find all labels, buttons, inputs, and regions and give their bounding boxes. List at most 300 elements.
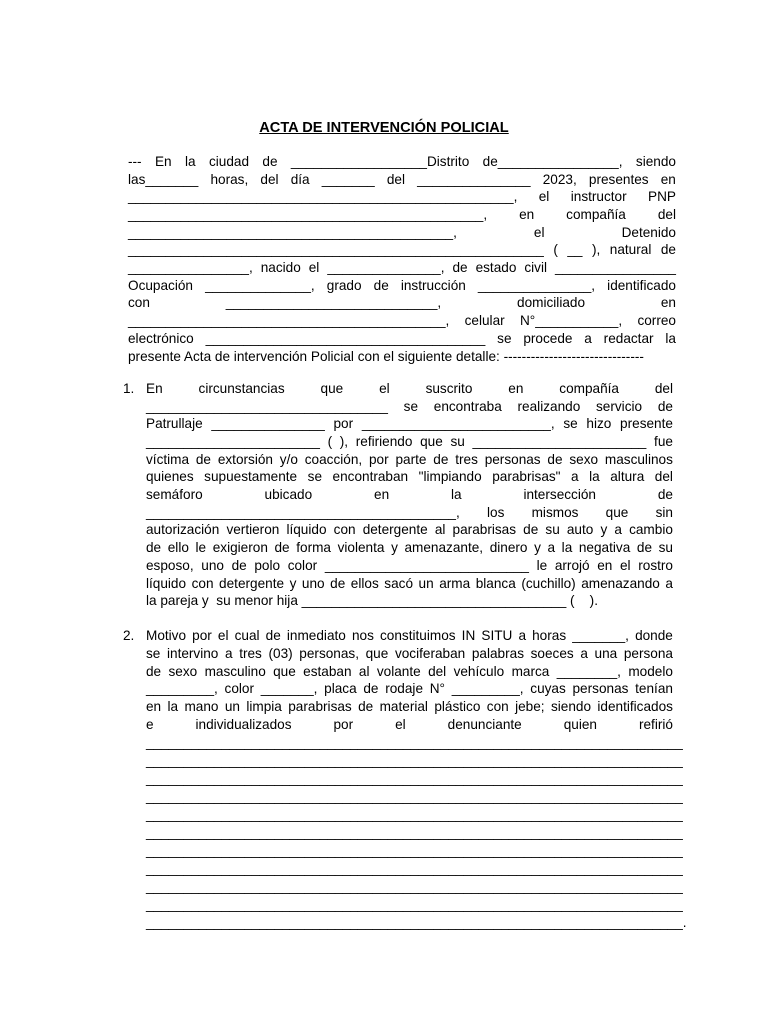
word: en	[660, 172, 676, 187]
word: el	[533, 225, 545, 240]
word: donde	[635, 628, 673, 643]
item-line	[146, 914, 687, 931]
word: del	[654, 381, 673, 396]
word: ________________	[554, 260, 676, 275]
word: vehículo	[453, 664, 505, 679]
word: instructor	[570, 189, 627, 204]
word: le	[195, 540, 207, 555]
word: violenta	[337, 540, 385, 555]
word: _________,	[146, 681, 218, 696]
word: refirió	[638, 717, 673, 732]
word: ________,	[556, 664, 621, 679]
word: _______________________________________________________________________	[146, 735, 683, 750]
word: _______________________________________________________________________	[146, 753, 683, 768]
word: natural	[609, 242, 652, 257]
word: N°	[429, 681, 445, 696]
word: le	[536, 558, 548, 573]
item-line	[146, 806, 683, 823]
item-line	[146, 504, 673, 521]
word: IN	[461, 628, 476, 643]
word: de	[358, 699, 374, 714]
word: que	[320, 381, 344, 396]
item-line	[146, 698, 673, 715]
word: mismos	[531, 505, 579, 520]
word: esposo,	[146, 558, 194, 573]
word: 2023,	[542, 172, 577, 187]
item-line	[146, 539, 673, 556]
word: ),	[339, 434, 349, 449]
word: rostro	[638, 558, 673, 573]
word: domiciliado	[517, 295, 586, 310]
word: de________________,	[482, 154, 623, 169]
word: de	[636, 540, 653, 555]
word: y	[534, 540, 541, 555]
word: dinero	[489, 540, 528, 555]
word: celular	[464, 313, 505, 328]
word: _______________	[417, 172, 531, 187]
word: sin	[655, 505, 673, 520]
word: identificados	[597, 699, 673, 714]
intro-line	[128, 241, 676, 258]
word: sacó	[384, 576, 414, 591]
word: a	[580, 646, 588, 661]
word: individualizados	[195, 717, 292, 732]
intro-line	[128, 206, 676, 223]
word: _______,	[572, 628, 629, 643]
word: siendo	[635, 154, 676, 169]
word: al	[434, 522, 446, 537]
word: blanca	[475, 576, 516, 591]
word: instrucción	[400, 278, 466, 293]
word: procede	[523, 331, 573, 346]
word: su	[545, 522, 560, 537]
word: arrojó	[554, 558, 590, 573]
word: la	[589, 469, 600, 484]
item-line	[146, 734, 683, 751]
word: la	[167, 699, 179, 714]
word: __________________________________________,	[128, 313, 450, 328]
word: color	[224, 681, 255, 696]
word: quien	[563, 717, 597, 732]
word: a	[571, 469, 579, 484]
word: se	[146, 646, 161, 661]
intro-line	[128, 277, 676, 294]
word: tres	[239, 646, 262, 661]
word: _______________________________________________________________________	[146, 897, 683, 912]
word: (cuchillo)	[521, 576, 576, 591]
word: de	[657, 487, 673, 502]
word: circunstancias	[198, 381, 285, 396]
word: de	[373, 278, 389, 293]
word: N°___________,	[519, 313, 623, 328]
word: vociferaban	[394, 646, 466, 661]
word: su	[658, 540, 673, 555]
word: __	[567, 242, 583, 257]
word: civil	[524, 260, 548, 275]
word: de	[433, 452, 449, 467]
word: ellos	[350, 576, 379, 591]
word: de	[231, 558, 247, 573]
word: de	[547, 452, 563, 467]
word: cual	[234, 628, 260, 643]
word: _______________________	[146, 434, 320, 449]
item-line	[146, 752, 683, 769]
word: por	[333, 416, 354, 431]
word: _____________________________________	[205, 331, 486, 346]
word: en	[146, 699, 162, 714]
word: a	[665, 576, 673, 591]
word: presentes	[588, 172, 649, 187]
word: SITU	[481, 628, 513, 643]
intro-line	[128, 224, 676, 241]
word: por	[333, 717, 354, 732]
item-line	[146, 645, 673, 662]
word: estado	[475, 260, 517, 275]
word: que	[273, 664, 296, 679]
word: el	[379, 381, 390, 396]
word: presente Acta de intervención Policial con el siguiente detalle: -------------------------------	[128, 349, 644, 364]
word: que	[420, 434, 443, 449]
intro-line	[128, 259, 676, 276]
word: grado	[326, 278, 362, 293]
intro-line	[128, 153, 676, 170]
word: del	[428, 664, 447, 679]
word: detergente	[219, 576, 285, 591]
word: parabrisas	[288, 699, 352, 714]
word: refiriendo	[355, 434, 413, 449]
item-line	[146, 663, 673, 680]
word: el	[538, 189, 550, 204]
word: se	[403, 399, 419, 414]
word: al	[358, 664, 370, 679]
word: nacido	[260, 260, 301, 275]
word: encontraba	[433, 399, 502, 414]
word: uno	[301, 576, 325, 591]
word: _______________________________________________________________________	[146, 771, 683, 786]
word: autorización	[146, 522, 220, 537]
word: una	[594, 646, 618, 661]
word: se	[563, 416, 578, 431]
word: persona	[623, 646, 673, 661]
intro-line	[128, 188, 676, 205]
word: en	[508, 381, 524, 396]
word: que	[365, 646, 389, 661]
word: personas,	[299, 646, 359, 661]
word: se	[307, 469, 322, 484]
word: electrónico	[128, 331, 194, 346]
word: marca	[511, 664, 550, 679]
word: ciudad	[208, 154, 250, 169]
word: limpia	[246, 699, 282, 714]
word: plástico	[434, 699, 481, 714]
word: auto	[566, 522, 594, 537]
word: encontraban	[332, 469, 409, 484]
word: el	[395, 717, 406, 732]
item-line	[146, 398, 673, 415]
word: e	[146, 717, 154, 732]
word: ),	[591, 242, 601, 257]
item-line	[146, 486, 673, 503]
word: del	[386, 172, 405, 187]
word: Ocupación	[128, 278, 193, 293]
item-number: 2.	[123, 628, 135, 643]
word: la	[665, 331, 676, 346]
word: con	[128, 295, 150, 310]
word: de	[330, 576, 346, 591]
word: ______________,	[205, 278, 315, 293]
word: víctima	[146, 452, 190, 467]
word: se	[497, 331, 512, 346]
word: PNP	[648, 189, 676, 204]
word: y	[600, 522, 608, 537]
word: semáforo	[146, 487, 203, 502]
word: _______________,	[327, 260, 445, 275]
word: (	[327, 434, 333, 449]
word: su	[450, 434, 465, 449]
word: día	[290, 172, 310, 187]
word: líquido	[286, 522, 327, 537]
word: palabras	[471, 646, 524, 661]
word: masculinos	[604, 452, 673, 467]
word: altura	[610, 469, 645, 484]
word: soeces	[530, 646, 574, 661]
word: presente	[620, 416, 673, 431]
item-number: 1.	[123, 381, 135, 396]
word: un	[224, 699, 240, 714]
word: del	[654, 469, 673, 484]
word: en	[597, 558, 613, 573]
word: cuyas	[530, 681, 566, 696]
word: por	[369, 452, 389, 467]
word: la	[561, 540, 573, 555]
word: a	[614, 522, 622, 537]
word: de	[523, 522, 539, 537]
word: horas	[532, 628, 567, 643]
word: detergente	[362, 522, 428, 537]
item-line	[146, 860, 683, 877]
word: estaban	[303, 664, 352, 679]
word: material	[379, 699, 428, 714]
word: En	[146, 381, 163, 396]
item-line	[146, 557, 673, 574]
word: ________________,	[128, 260, 253, 275]
word: en	[374, 487, 390, 502]
word: ___________________________________________,	[128, 225, 457, 240]
word: horas,	[210, 172, 249, 187]
word: ---	[128, 154, 142, 169]
word: los	[486, 505, 505, 520]
word: extorsión	[217, 452, 273, 467]
word: cambio	[629, 522, 673, 537]
item-line	[146, 680, 673, 697]
item-line	[146, 592, 673, 609]
item-line	[146, 433, 673, 450]
word: rodaje	[385, 681, 424, 696]
word: personas	[484, 452, 541, 467]
word: la	[451, 487, 462, 502]
word: mano	[184, 699, 219, 714]
word: forma	[296, 540, 331, 555]
word: _________,	[451, 681, 524, 696]
word: de	[274, 540, 290, 555]
word: jebe;	[515, 699, 545, 714]
word: de	[660, 242, 676, 257]
word: suscrito	[425, 381, 473, 396]
word: con	[486, 699, 509, 714]
word: realizando	[517, 399, 581, 414]
word: el	[217, 628, 229, 643]
word: Patrullaje	[146, 416, 203, 431]
word: _______________________________________________________________________	[146, 807, 683, 822]
word: la pareja y su menor hija ___________________________________ ( ).	[146, 593, 598, 608]
word: de	[657, 399, 673, 414]
word: polo	[254, 558, 281, 573]
word: de	[265, 628, 281, 643]
word: parte	[395, 452, 427, 467]
word: tres	[455, 452, 478, 467]
word: de	[146, 540, 162, 555]
word: _______________________________________________________________________	[146, 879, 683, 894]
word: redactar	[603, 331, 654, 346]
word: _______________________________________________,	[128, 207, 488, 222]
item-line	[146, 878, 683, 895]
word: __________________Distrito	[290, 154, 470, 169]
word: _______,	[260, 681, 318, 696]
word: amenazando	[581, 576, 660, 591]
word: el	[620, 558, 631, 573]
item-line	[146, 842, 683, 859]
word: en	[519, 207, 535, 222]
word: _______________________________________________________________________	[146, 789, 683, 804]
word: supuestamente	[204, 469, 298, 484]
intro-line	[128, 348, 676, 365]
word: con	[191, 576, 214, 591]
word: constituimos	[380, 628, 456, 643]
intro-line	[128, 312, 676, 329]
intro-line	[128, 294, 676, 311]
word: personas	[572, 681, 629, 696]
word: de	[452, 260, 468, 275]
item-line	[146, 788, 683, 805]
word: _______________________________________________________________________	[146, 843, 683, 858]
word: Motivo	[146, 628, 187, 643]
word: en	[660, 295, 676, 310]
word: del	[260, 172, 279, 187]
item-line	[146, 716, 673, 733]
word: siendo	[550, 699, 592, 714]
word: y/o	[279, 452, 298, 467]
word: ubicado	[264, 487, 313, 502]
item-line	[146, 521, 673, 538]
word: (	[553, 242, 558, 257]
item-line	[146, 770, 683, 787]
word: del	[657, 207, 676, 222]
word: _______________________________________________________________________.	[146, 915, 687, 930]
word: masculino	[204, 664, 266, 679]
word: la	[184, 154, 196, 169]
word: sexo	[569, 452, 599, 467]
word: _______________________________________________________________________	[146, 825, 683, 840]
word: "limpiando	[418, 469, 482, 484]
word: con	[333, 522, 356, 537]
word: nos	[351, 628, 374, 643]
word: negativa	[578, 540, 631, 555]
word: parabrisas	[452, 522, 517, 537]
word: ello	[167, 540, 189, 555]
word: _______________________________________________________	[128, 242, 544, 257]
word: a	[584, 331, 592, 346]
word: inmediato	[286, 628, 346, 643]
word: las_______	[128, 172, 199, 187]
word: identificado	[607, 278, 676, 293]
word: vertieron	[226, 522, 280, 537]
word: placa	[324, 681, 357, 696]
word: ____________________________,	[225, 295, 442, 310]
item-line	[146, 627, 673, 644]
word: ________________________________	[146, 399, 388, 414]
document-title: ACTA DE INTERVENCIÓN POLICIAL	[259, 120, 509, 136]
word: a	[225, 646, 233, 661]
word: correo	[637, 313, 676, 328]
intro-line	[128, 330, 676, 347]
word: coacción,	[304, 452, 363, 467]
word: sexo	[168, 664, 198, 679]
word: _______	[321, 172, 375, 187]
item-line	[146, 451, 673, 468]
word: tenían	[635, 681, 673, 696]
word: volante	[376, 664, 421, 679]
word: servicio	[596, 399, 643, 414]
item-line	[146, 380, 673, 397]
word: (03)	[268, 646, 293, 661]
word: exigieron	[212, 540, 268, 555]
word: modelo	[628, 664, 673, 679]
word: hizo	[586, 416, 612, 431]
word: compañía	[566, 207, 626, 222]
word: de	[363, 681, 379, 696]
word: arma	[439, 576, 471, 591]
word: En	[154, 154, 172, 169]
item-line	[146, 415, 673, 432]
word: de	[262, 154, 278, 169]
word: el	[308, 260, 320, 275]
word: compañía	[559, 381, 619, 396]
word: líquido	[146, 576, 187, 591]
word: _________________________,	[361, 416, 555, 431]
word: denunciante	[447, 717, 522, 732]
word: _________________________________________,	[146, 505, 460, 520]
word: un	[418, 576, 434, 591]
word: parabrisas"	[492, 469, 561, 484]
word: fue	[654, 434, 673, 449]
word: quienes	[146, 469, 194, 484]
word: ___________________________	[324, 558, 529, 573]
word: _______________	[211, 416, 325, 431]
word: uno	[201, 558, 224, 573]
word: _______________________________________________________________________	[146, 861, 683, 876]
word: intervino	[166, 646, 219, 661]
word: y	[289, 576, 297, 591]
word: _______________________	[472, 434, 647, 449]
item-line	[146, 575, 673, 592]
word: y	[391, 540, 398, 555]
word: color	[287, 558, 318, 573]
word: a	[547, 540, 556, 555]
item-line	[146, 896, 683, 913]
item-line	[146, 824, 683, 841]
intro-line	[128, 171, 676, 188]
word: de	[195, 452, 211, 467]
